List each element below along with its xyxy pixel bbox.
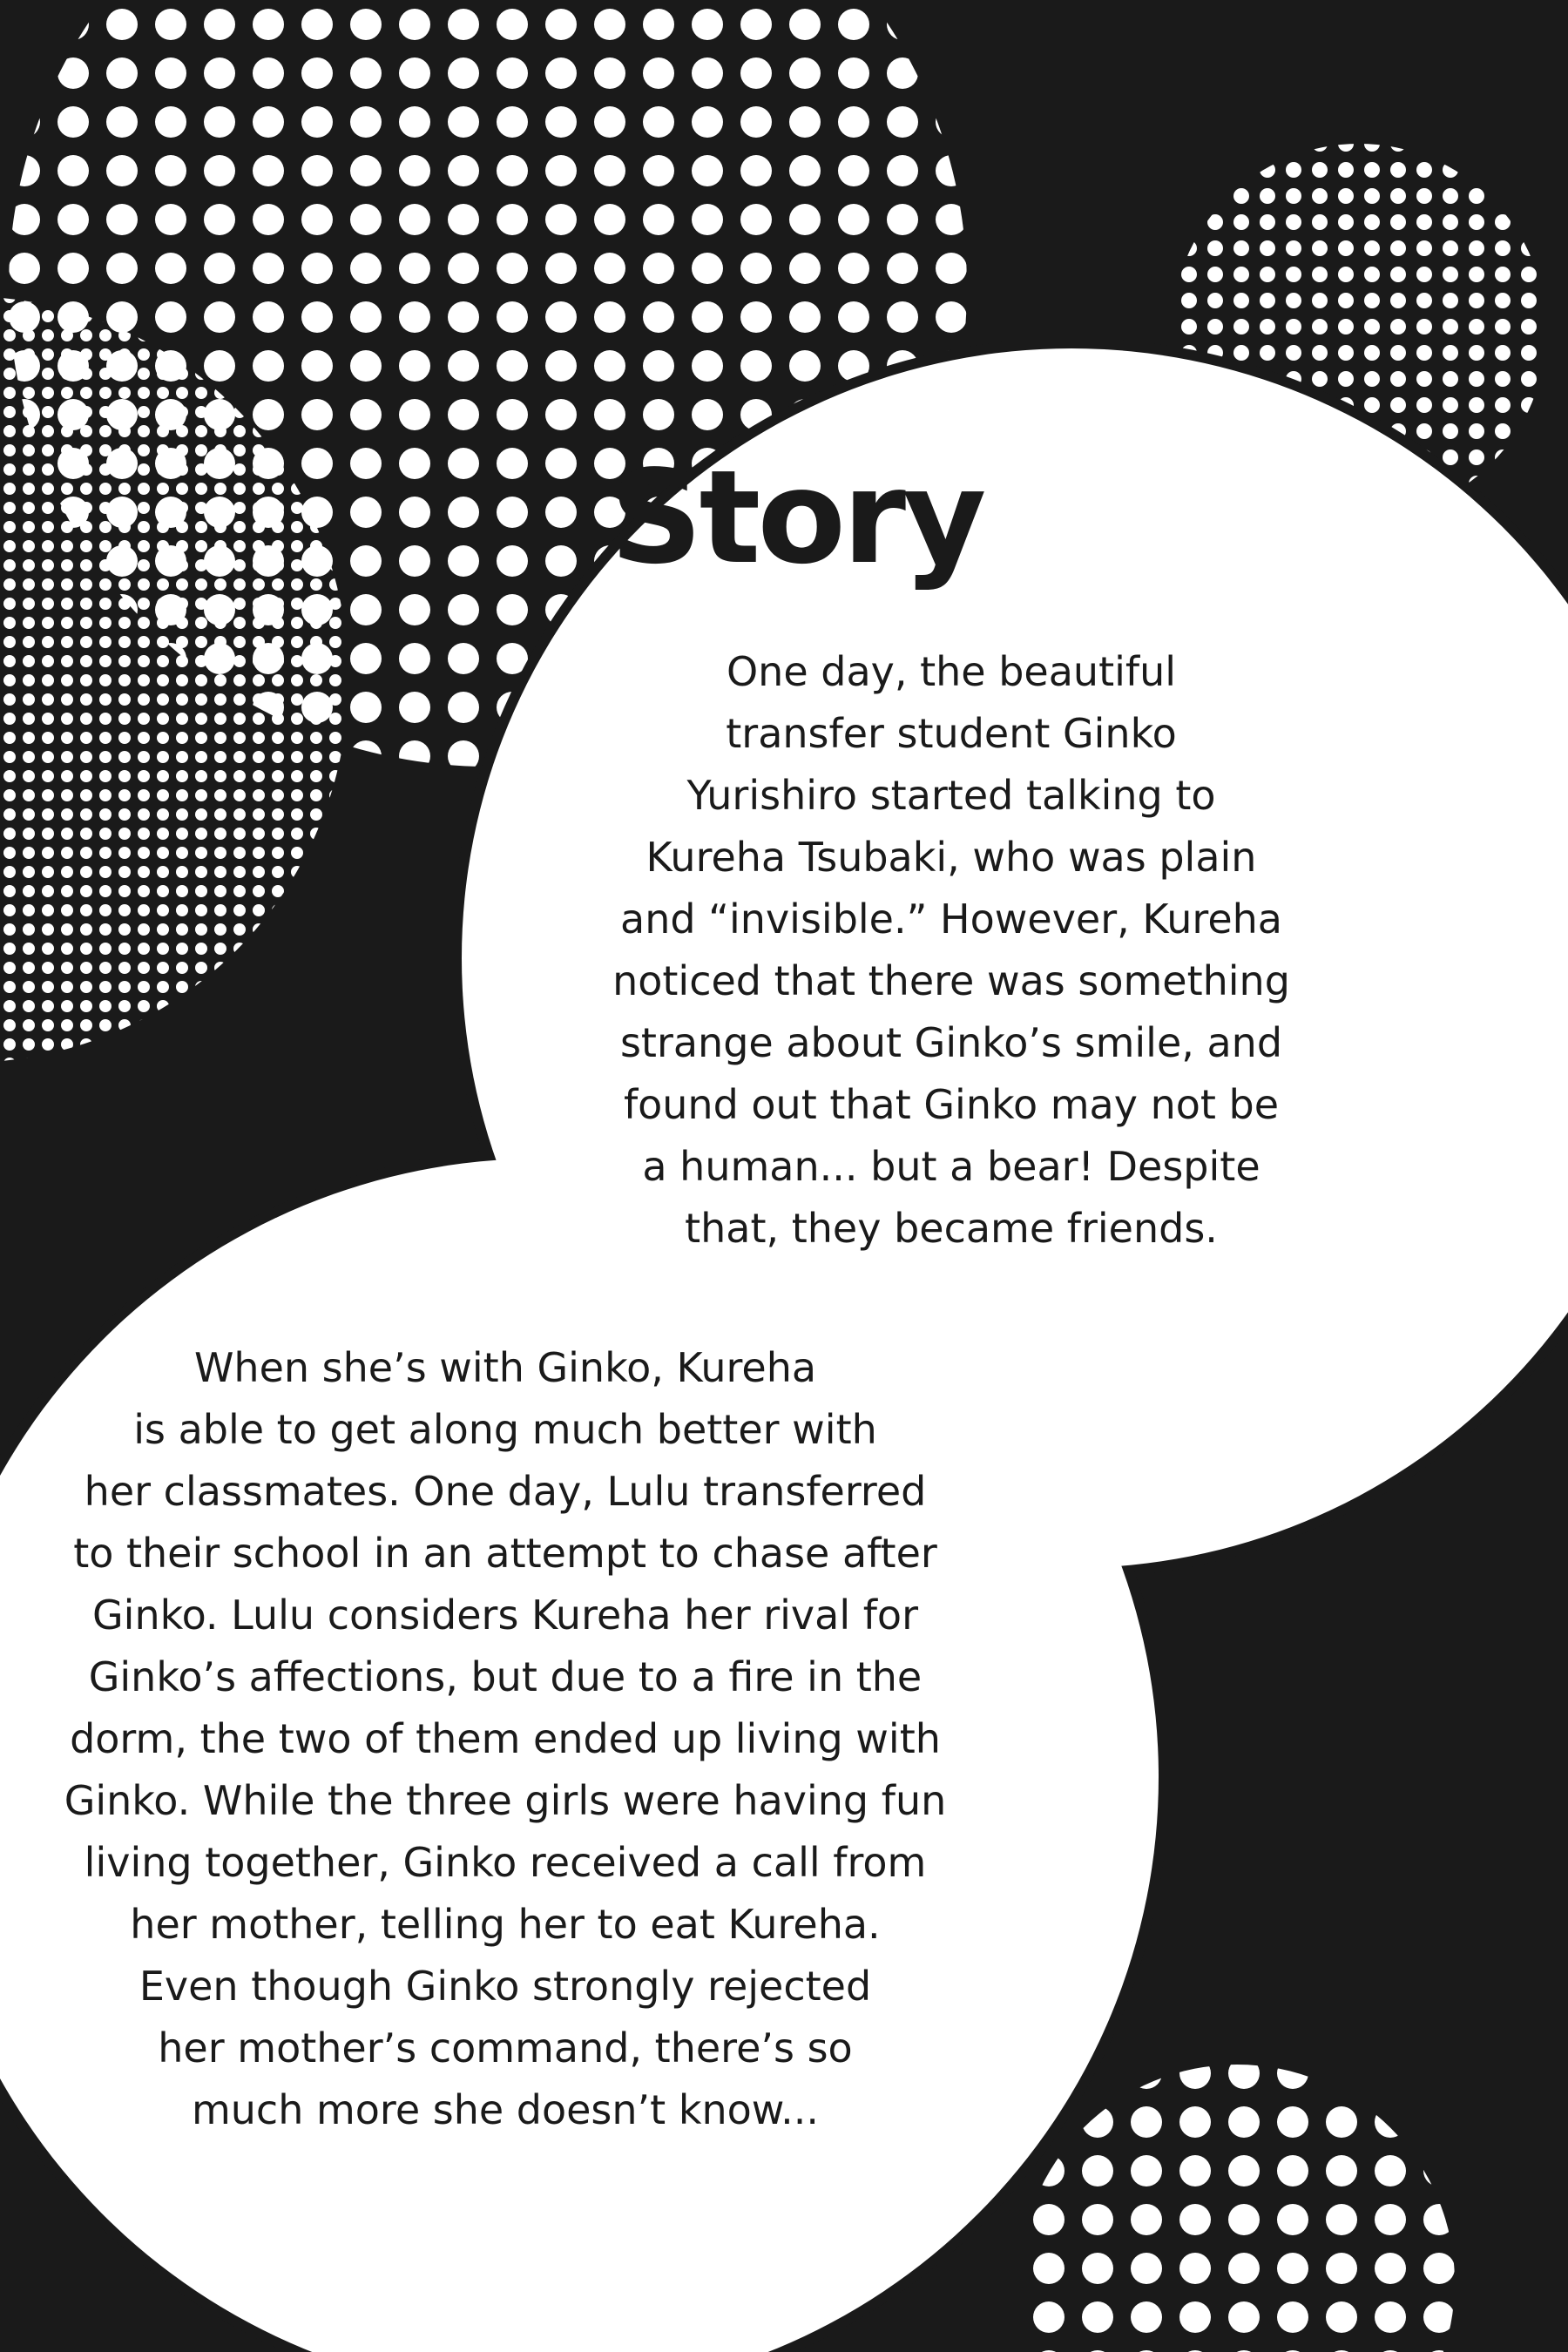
paragraph-2-line: to their school in an attempt to chase after	[73, 1530, 937, 1577]
story-paragraph-2	[52, 1337, 958, 2141]
paragraph-1-line: transfer student Ginko	[726, 710, 1177, 757]
paragraph-1-line: a human... but a bear! Despite	[642, 1143, 1260, 1190]
paragraph-2-line: her mother’s command, there’s so	[158, 2024, 853, 2072]
paragraph-2-line: is able to get along much better with	[133, 1406, 877, 1453]
paragraph-1-line: that, they became friends.	[685, 1205, 1218, 1252]
paragraph-2-line: Ginko. Lulu considers Kureha her rival for	[92, 1592, 918, 1639]
paragraph-2-line: Even though Ginko strongly rejected	[139, 1963, 872, 2010]
story-title: Story	[610, 443, 983, 592]
paragraph-2-line: dorm, the two of them ended up living with	[70, 1715, 941, 1762]
paragraph-1-line: Yurishiro started talking to	[686, 772, 1216, 819]
paragraph-2-line: living together, Ginko received a call from	[84, 1839, 927, 1886]
paragraph-2-line: her mother, telling her to eat Kureha.	[130, 1901, 881, 1948]
paragraph-2-line: much more she doesn’t know...	[191, 2086, 820, 2133]
paragraph-2-line: When she’s with Ginko, Kureha	[193, 1344, 817, 1391]
paragraph-1-line: One day, the beautiful	[726, 648, 1177, 695]
paragraph-1-line: found out that Ginko may not be	[623, 1081, 1280, 1128]
paragraph-1-line: Kureha Tsubaki, who was plain	[645, 834, 1257, 881]
paragraph-2-line: her classmates. One day, Lulu transferred	[84, 1468, 927, 1515]
paragraph-2-line: Ginko’s affections, but due to a fire in the	[88, 1653, 923, 1700]
paragraph-2-line: Ginko. While the three girls were having fun	[64, 1777, 947, 1824]
paragraph-1-line: and “invisible.” However, Kureha	[620, 896, 1282, 943]
story-paragraph-1	[568, 641, 1335, 1260]
paragraph-1-line: strange about Ginko’s smile, and	[619, 1019, 1283, 1066]
paragraph-1-line: noticed that there was something	[612, 957, 1290, 1004]
